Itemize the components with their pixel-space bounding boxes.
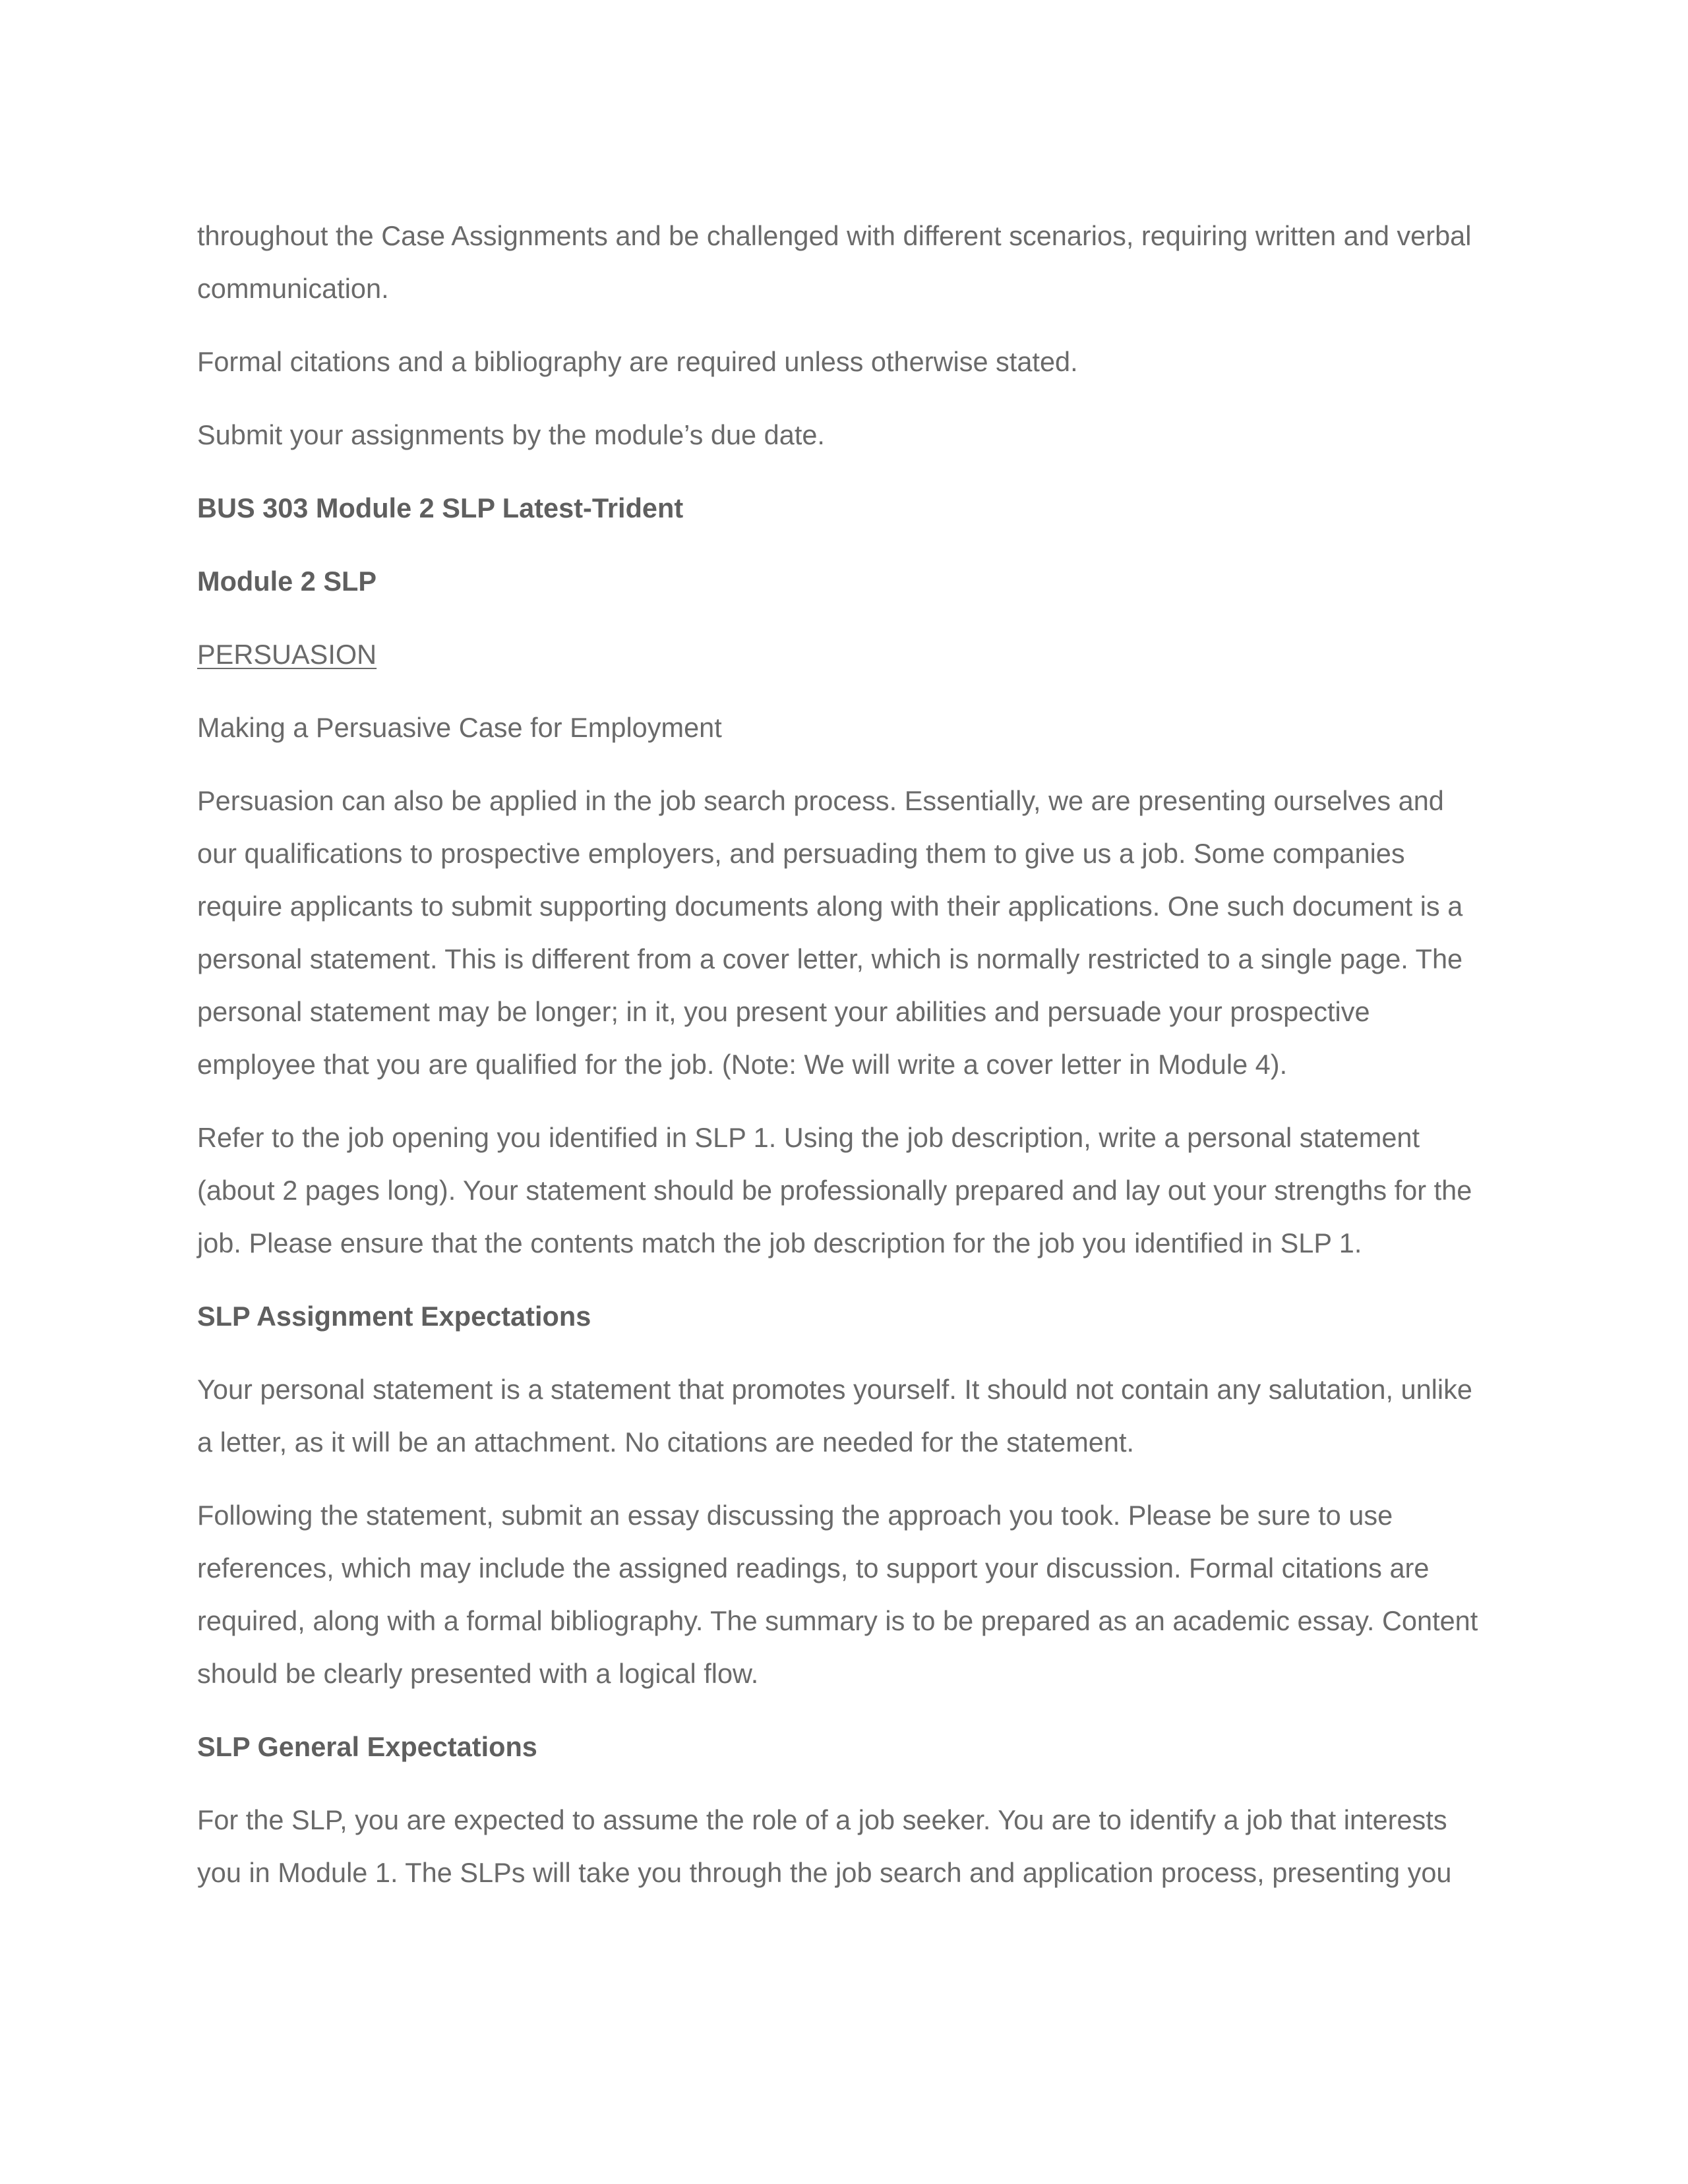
paragraph-personal-statement-rules: Your personal statement is a statement that promotes yourself. It should not contain any salutation, unlike a letter, as it will be an attachment. No citations are needed for the statement. bbox=[197, 1374, 1472, 1458]
heading-persuasion: PERSUASION bbox=[197, 639, 377, 670]
paragraph-citations-note: Formal citations and a bibliography are required unless otherwise stated. bbox=[197, 346, 1078, 377]
heading-course-module: BUS 303 Module 2 SLP Latest-Trident bbox=[197, 492, 684, 523]
heading-general-expectations: SLP General Expectations bbox=[197, 1731, 537, 1762]
paragraph-essay-instructions: Following the statement, submit an essay discussing the approach you took. Please be sure to use references, which may include the assigned readings, to support your discussion. Formal citations are required, along with a formal bibliography. The summary is to be prepared as an academic essay. Content should be clearly presented with a logical flow. bbox=[197, 1500, 1478, 1689]
heading-assignment-expectations: SLP Assignment Expectations bbox=[197, 1301, 591, 1332]
paragraph-general-expectations: For the SLP, you are expected to assume the role of a job seeker. You are to identify a job that interests you in Module 1. The SLPs will take you through the job search and application process, presenting you bbox=[197, 1804, 1452, 1888]
paragraph-due-date-note: Submit your assignments by the module’s due date. bbox=[197, 419, 825, 450]
heading-module-slp: Module 2 SLP bbox=[197, 566, 377, 597]
document-page bbox=[197, 210, 1490, 1920]
paragraph-persuasion-job-search: Persuasion can also be applied in the job search process. Essentially, we are presenting ourselves and our qualifications to prospective employers, and persuading them to give us a job. Some companies require applicants to submit supporting documents along with their applications. One such document is a personal statement. This is different from a cover letter, which is normally restricted to a single page. The personal statement may be longer; in it, you present your abilities and persuade your prospective employee that you are qualified for the job. (Note: We will write a cover letter in Module 4). bbox=[197, 785, 1463, 1080]
paragraph-assignment-instructions: Refer to the job opening you identified in SLP 1. Using the job description, write a personal statement (about 2 pages long). Your statement should be professionally prepared and lay out your strengths for the job. Please ensure that the contents match the job description for the job you identified in SLP 1. bbox=[197, 1122, 1472, 1258]
subheading-persuasive-case: Making a Persuasive Case for Employment bbox=[197, 712, 722, 743]
paragraph-intro-continuation: throughout the Case Assignments and be challenged with different scenarios, requiring written and verbal communication. bbox=[197, 220, 1472, 304]
